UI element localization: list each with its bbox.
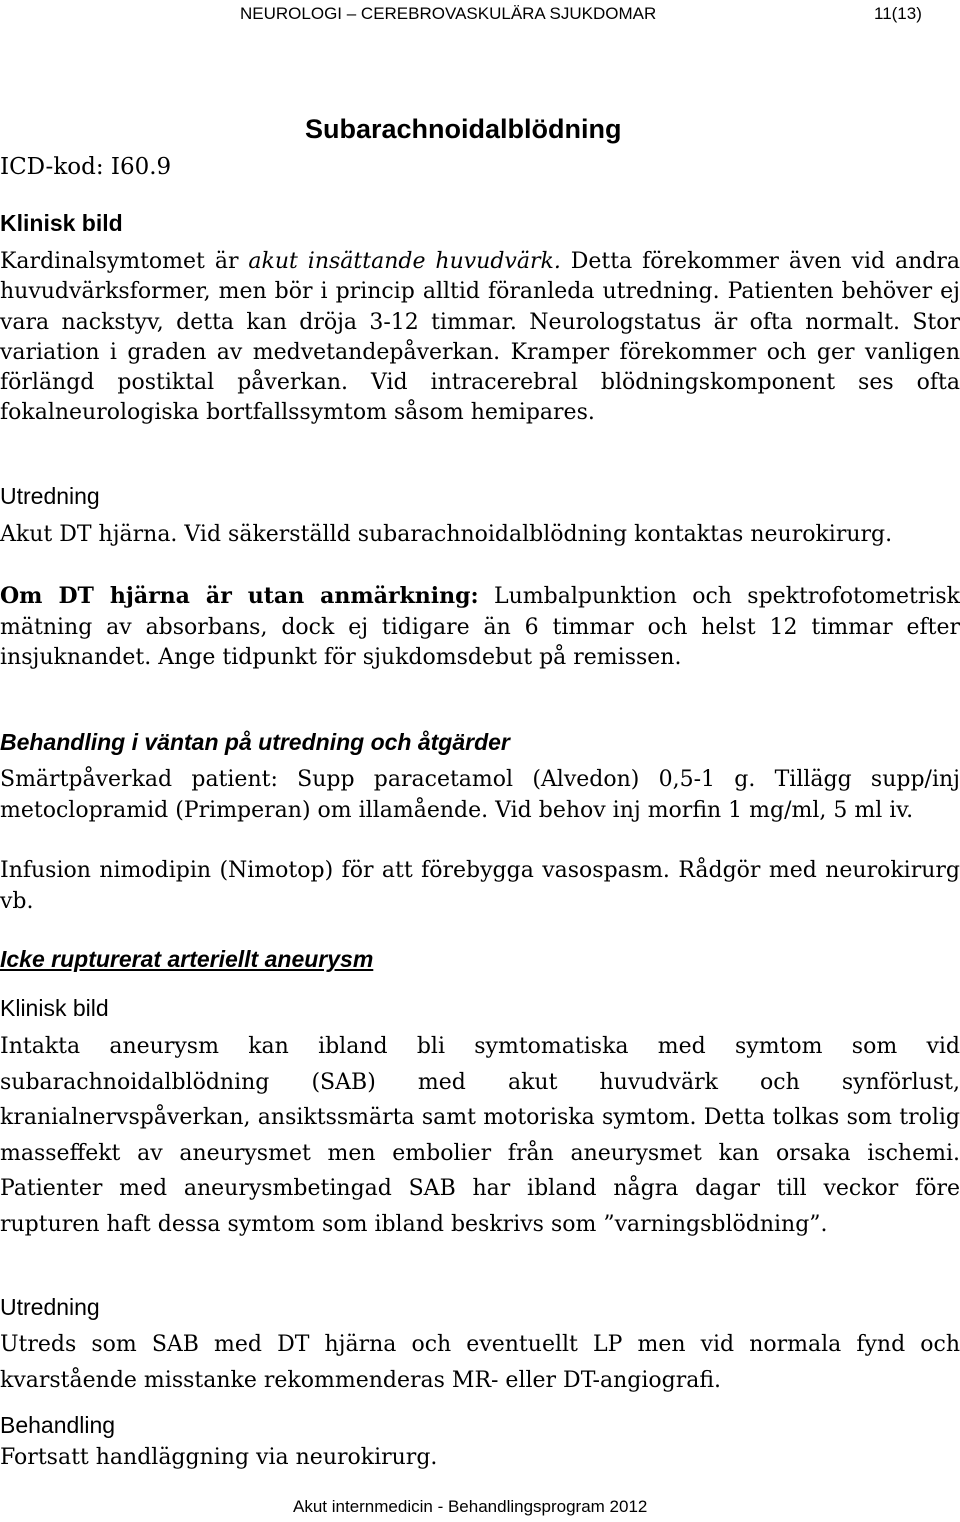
paragraph-klinisk-bild bbox=[0, 247, 960, 429]
page-title: Subarachnoidalblödning bbox=[305, 114, 622, 144]
icd-code: ICD-kod: I60.9 bbox=[0, 154, 172, 180]
paragraph-utredning-1: Akut DT hjärna. Vid säkerställd subarachnoidalblödning kontaktas neurokirurg. bbox=[0, 522, 893, 547]
running-footer: Akut internmedicin - Behandlingsprogram 2012 bbox=[293, 1497, 648, 1516]
page-number: 11(13) bbox=[874, 4, 922, 23]
paragraph-behandling-2: Infusion nimodipin (Nimotop) för att förebygga vasospasm. Rådgör med neurokirurg vb. bbox=[0, 858, 960, 914]
paragraph-aneurysm-klinisk-bild: Intakta aneurysm kan ibland bli symtomatiska med symtom som vid subarachnoidalblödning (SAB) med akut huvudvärk och synförlust, kranialnervspåverkan, ansiktssmärta samt motoriska symtom. Detta tolkas som trolig masseffekt av aneurysmet men embolier från aneurysmet kan orsaka ischemi. Patienter med aneurysmbetingad SAB har ibland några dagar till veckor före rupturen haft dessa symtom som ibland beskrivs som ”varningsblödning”. bbox=[0, 1034, 960, 1237]
heading-utredning: Utredning bbox=[0, 483, 100, 509]
text-run: Lumbalpunktion och spektrofotometrisk mätning av absorbans, dock ej tidigare än 6 timmar och helst 12 timmar efter insjuknandet. Ange tidpunkt för sjukdomsdebut på remissen. bbox=[0, 584, 960, 670]
heading-behandling-i-vantan: Behandling i väntan på utredning och åtgärder bbox=[0, 729, 510, 755]
subheading-utredning: Utredning bbox=[0, 1294, 100, 1320]
paragraph-behandling-1: Smärtpåverkad patient: Supp paracetamol (Alvedon) 0,5-1 g. Tillägg supp/inj metoclopramid (Primperan) om illamående. Vid behov inj morfin 1 mg/ml, 5 ml iv. bbox=[0, 767, 960, 823]
heading-icke-rupturerat: Icke rupturerat arteriellt aneurysm bbox=[0, 946, 374, 972]
running-header-chapter: NEUROLOGI – CEREBROVASKULÄRA SJUKDOMAR bbox=[240, 4, 657, 23]
text-run: Kardinalsymtomet är bbox=[0, 249, 249, 274]
text-run: Detta förekommer även vid andra huvudvärksformer, men bör i princip alltid föranleda utredning. Patienten behöver ej vara nackstyv, detta kan dröja 3-12 timmar. Neurologstatus är ofta normalt. Stor variation i graden av medvetandepåverkan. Kramper förekommer och ger vanligen förlängd postiktal påverkan. Vid intracerebral blödningskomponent ses ofta fokalneurologiska bortfallssymtom såsom hemipares. bbox=[0, 249, 960, 426]
paragraph-aneurysm-utredning: Utreds som SAB med DT hjärna och eventuellt LP men vid normala fynd och kvarstående misstanke rekommenderas MR- eller DT-angiografi. bbox=[0, 1332, 960, 1393]
emphasis-text: akut insättande huvudvärk. bbox=[248, 249, 561, 274]
subheading-behandling: Behandling bbox=[0, 1412, 116, 1438]
heading-klinisk-bild: Klinisk bild bbox=[0, 210, 123, 236]
paragraph-utredning-2 bbox=[0, 581, 960, 674]
subheading-klinisk-bild: Klinisk bild bbox=[0, 995, 109, 1021]
paragraph-aneurysm-behandling: Fortsatt handläggning via neurokirurg. bbox=[0, 1445, 438, 1470]
bold-lead-text: Om DT hjärna är utan anmärkning: bbox=[0, 583, 479, 609]
